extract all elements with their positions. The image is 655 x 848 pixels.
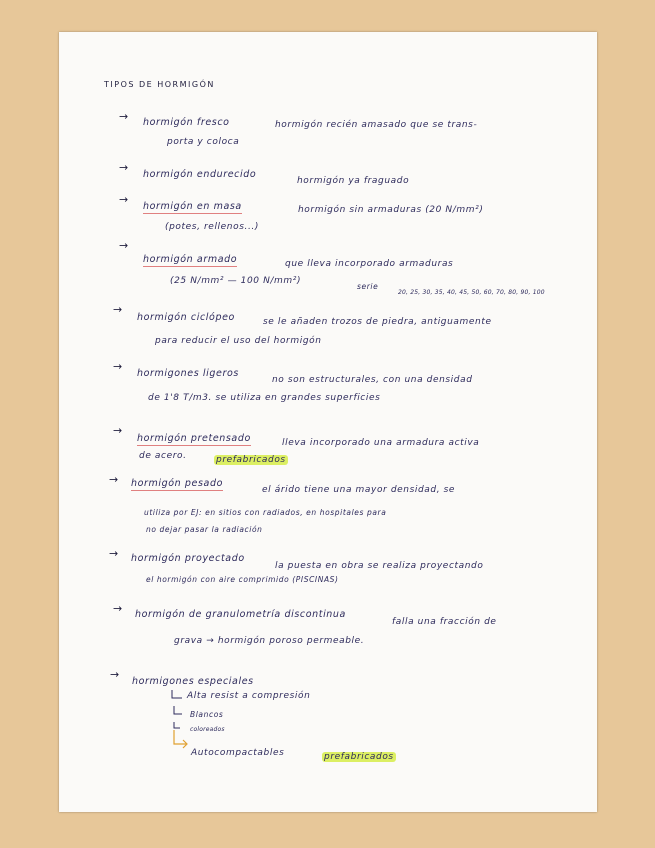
item-definition: se le añaden trozos de piedra, antiguamente xyxy=(263,317,492,327)
item-definition: porta y coloca xyxy=(167,137,240,147)
subitem: coloreados xyxy=(190,726,225,733)
bullet-arrow-icon: → xyxy=(119,110,129,123)
item-definition: de 1'8 T/m3. se utiliza en grandes superficies xyxy=(148,393,381,403)
item-definition: falla una fracción de xyxy=(392,617,497,627)
item-term: hormigón armado xyxy=(143,254,238,265)
bullet-arrow-icon: → xyxy=(119,193,129,206)
bullet-arrow-icon: → xyxy=(113,602,123,615)
subitem: Blancos xyxy=(190,710,224,719)
bullet-arrow-icon: → xyxy=(109,473,119,486)
item-term: hormigón de granulometría discontinua xyxy=(135,609,346,620)
bullet-arrow-icon: → xyxy=(113,424,123,437)
item-definition: (potes, rellenos...) xyxy=(165,222,259,232)
notebook-page xyxy=(59,32,597,812)
bullet-arrow-icon: → xyxy=(109,547,119,560)
item-definition: hormigón recién amasado que se trans- xyxy=(275,120,478,130)
item-term: hormigón en masa xyxy=(143,201,242,212)
item-term: hormigón proyectado xyxy=(131,553,245,564)
item-term: hormigón pesado xyxy=(131,478,224,489)
item-definition: el hormigón con aire comprimido (PISCINAS) xyxy=(146,575,339,584)
item-definition: hormigón sin armaduras (20 N/mm²) xyxy=(298,205,484,215)
item-term: hormigones ligeros xyxy=(137,368,239,379)
item-term: hormigón endurecido xyxy=(143,169,257,180)
item-definition: no dejar pasar la radiación xyxy=(146,525,263,534)
item-definition: la puesta en obra se realiza proyectando xyxy=(275,561,484,571)
item-definition: de acero. xyxy=(139,451,187,461)
item-term: hormigón pretensado xyxy=(137,433,251,444)
item-term: hormigón ciclópeo xyxy=(137,312,235,323)
bullet-arrow-icon: → xyxy=(113,360,123,373)
bullet-arrow-icon: → xyxy=(113,303,123,316)
item-definition: lleva incorporado una armadura activa xyxy=(282,438,480,448)
bullet-arrow-icon: → xyxy=(110,668,120,681)
item-definition: que lleva incorporado armaduras xyxy=(285,259,454,269)
item-definition: no son estructurales, con una densidad xyxy=(272,375,473,385)
bullet-arrow-icon: → xyxy=(119,239,129,252)
highlighted-note: prefabricados xyxy=(216,455,286,465)
item-note: serie xyxy=(357,282,379,291)
page-title: TIPOS DE HORMIGÓN xyxy=(104,80,215,89)
item-term: hormigones especiales xyxy=(132,676,254,687)
subitem: Alta resist a compresión xyxy=(187,691,311,701)
bullet-arrow-icon: → xyxy=(119,161,129,174)
item-definition: grava → hormigón poroso permeable. xyxy=(174,636,365,646)
item-definition: utiliza por EJ: en sitios con radiados, en hospitales para xyxy=(144,508,387,517)
subitem: Autocompactables xyxy=(191,748,285,758)
item-definition: (25 N/mm² — 100 N/mm²) xyxy=(170,276,302,286)
item-note: 20, 25, 30, 35, 40, 45, 50, 60, 70, 80, 90, 100 xyxy=(398,289,545,296)
highlighted-note: prefabricados xyxy=(324,752,394,762)
item-definition: para reducir el uso del hormigón xyxy=(155,336,322,346)
item-definition: hormigón ya fraguado xyxy=(297,176,410,186)
item-term: hormigón fresco xyxy=(143,117,230,128)
item-definition: el árido tiene una mayor densidad, se xyxy=(262,485,456,495)
